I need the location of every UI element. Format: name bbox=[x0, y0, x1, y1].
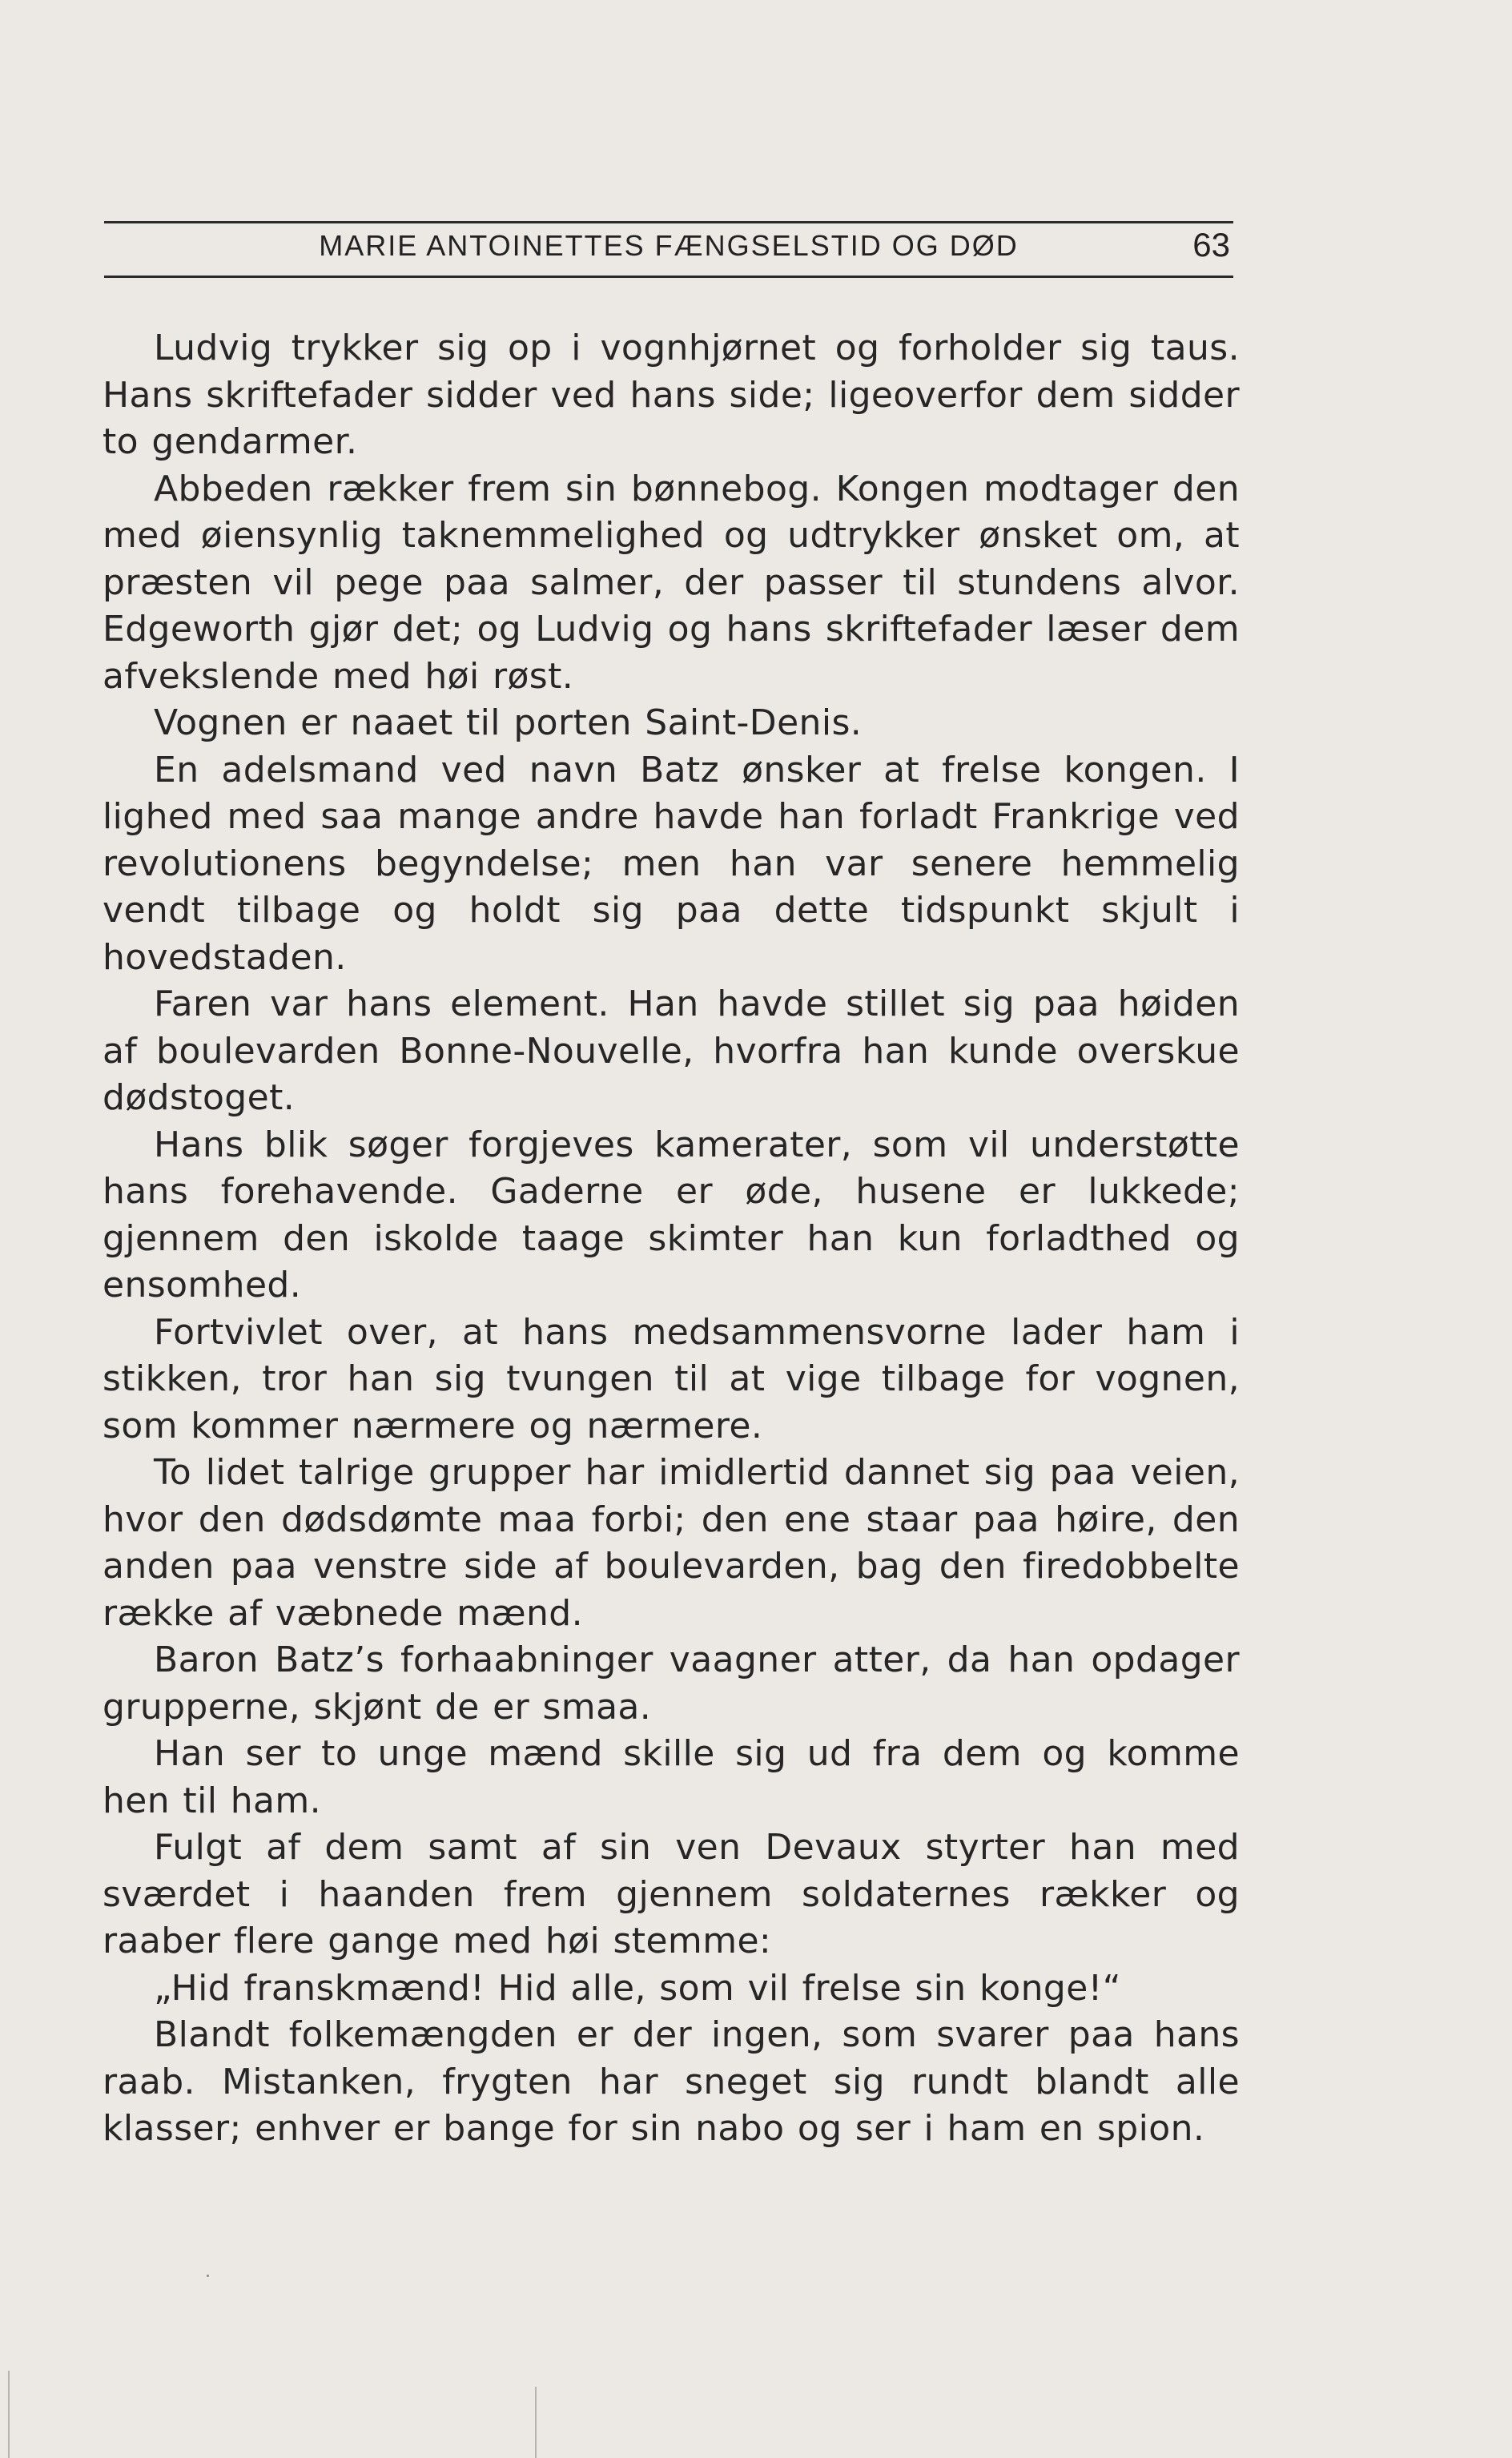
header-rule-top bbox=[104, 221, 1233, 223]
page-edge-mark bbox=[8, 2371, 10, 2458]
paragraph: „Hid franskmænd! Hid alle, som vil frelse sin konge!“ bbox=[154, 1967, 1121, 2009]
paragraph: Blandt folkemængden er der ingen, som svarer paa hans raab. Mistanken, frygten har sneget sig rundt blandt alle klasser; enhver er bange for sin nabo og ser i ham en spion. bbox=[103, 2014, 1240, 2149]
paragraph: Fortvivlet over, at hans medsammensvorne lader ham i stikken, tror han sig tvungen til at vige tilbage for vognen, som kommer nærmere og nærmere. bbox=[103, 1311, 1240, 1446]
paragraph: To lidet talrige grupper har imidlertid dannet sig paa veien, hvor den dødsdømte maa forbi; den ene staar paa høire, den anden paa venstre side af boulevarden, bag den firedobbelte række af væbnede mænd. bbox=[103, 1452, 1240, 1634]
paragraph: Ludvig trykker sig op i vognhjørnet og forholder sig taus. Hans skriftefader sidder ved hans side; ligeoverfor dem sidder to gendarmer. bbox=[103, 328, 1240, 462]
paragraph: Fulgt af dem samt af sin ven Devaux styrter han med sværdet i haanden frem gjennem soldaternes rækker og raaber flere gange med høi stemme: bbox=[103, 1827, 1240, 1961]
running-head bbox=[104, 226, 1233, 274]
paragraph: Baron Batz’s forhaabninger vaagner atter, da han opdager grupperne, skjønt de er smaa. bbox=[103, 1639, 1240, 1728]
page-edge-mark bbox=[535, 2387, 537, 2458]
paragraph: Hans blik søger forgjeves kamerater, som vil understøtte hans forehavende. Gaderne er øde, husene er lukkede; gjennem den iskolde taage skimter han kun forladthed og ensomhed. bbox=[103, 1124, 1240, 1305]
running-title: MARIE ANTOINETTES FÆNGSELSTID OG DØD bbox=[319, 229, 1019, 262]
page-number: 63 bbox=[1192, 226, 1230, 264]
paragraph: Faren var hans element. Han havde stillet sig paa høiden af boulevarden Bonne-Nouvelle, hvorfra han kunde overskue dødstoget. bbox=[103, 984, 1240, 1118]
paragraph: Vognen er naaet til porten Saint-Denis. bbox=[154, 702, 863, 743]
body-text bbox=[103, 325, 1240, 2153]
paper-speck bbox=[207, 2275, 209, 2277]
header-rule-bottom bbox=[104, 276, 1233, 278]
paragraph: Abbeden rækker frem sin bønnebog. Kongen modtager den med øiensynlig taknemmelighed og udtrykker ønsket om, at præsten vil pege paa salmer, der passer til stundens alvor. Edgeworth gjør det; og Ludvig og hans skriftefader læser dem afvekslende med høi røst. bbox=[103, 468, 1240, 697]
paragraph: En adelsmand ved navn Batz ønsker at frelse kongen. I lighed med saa mange andre havde han forladt Frankrige ved revolutionens begyndelse; men han var senere hemmelig vendt tilbage og holdt sig paa dette tidspunkt skjult i hovedstaden. bbox=[103, 749, 1240, 978]
paragraph: Han ser to unge mænd skille sig ud fra dem og komme hen til ham. bbox=[103, 1733, 1240, 1821]
